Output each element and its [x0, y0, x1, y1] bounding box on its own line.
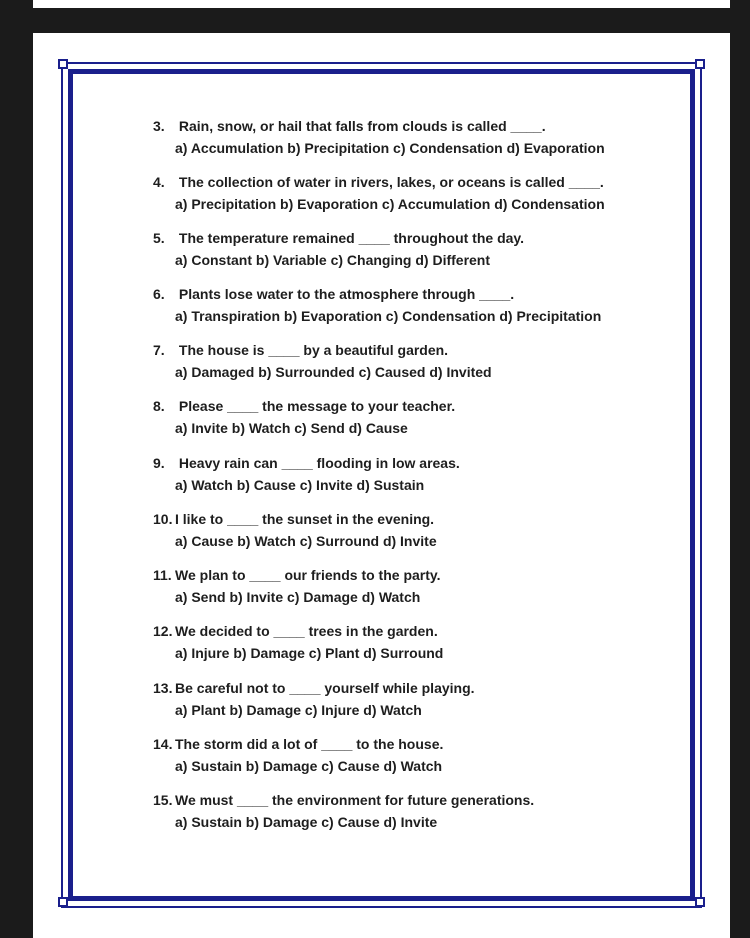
- question-item: [153, 566, 673, 606]
- answer-options: a) Accumulation b) Precipitation c) Condensation d) Evaporation: [175, 140, 605, 156]
- answer-options: a) Injure b) Damage c) Plant d) Surround: [175, 645, 444, 661]
- question-item: [153, 735, 673, 775]
- question-stem: Plants lose water to the atmosphere through ____.: [178, 286, 515, 302]
- answer-options: a) Plant b) Damage c) Injure d) Watch: [175, 702, 422, 718]
- question-stem: We decided to ____ trees in the garden.: [175, 623, 438, 639]
- question-number: 6.: [153, 286, 165, 302]
- question-number: 5.: [153, 230, 165, 246]
- question-list: [33, 33, 730, 938]
- answer-options: a) Watch b) Cause c) Invite d) Sustain: [175, 477, 425, 493]
- question-item: [153, 173, 673, 213]
- question-number: 12.: [153, 623, 173, 639]
- answer-options: a) Invite b) Watch c) Send d) Cause: [175, 420, 408, 436]
- answer-options: a) Precipitation b) Evaporation c) Accumulation d) Condensation: [175, 196, 605, 212]
- question-item: [153, 229, 673, 269]
- question-number: 8.: [153, 398, 165, 414]
- question-stem: Heavy rain can ____ flooding in low areas.: [178, 455, 460, 471]
- question-number: 9.: [153, 455, 165, 471]
- question-item: [153, 454, 673, 494]
- question-number: 11.: [153, 567, 172, 583]
- question-stem: Rain, snow, or hail that falls from clouds is called ____.: [178, 118, 546, 134]
- question-item: [153, 117, 673, 157]
- question-number: 4.: [153, 174, 165, 190]
- question-item: [153, 510, 673, 550]
- question-item: [153, 397, 673, 437]
- question-number: 7.: [153, 342, 165, 358]
- question-stem: The collection of water in rivers, lakes, or oceans is called ____.: [178, 174, 604, 190]
- answer-options: a) Cause b) Watch c) Surround d) Invite: [175, 533, 437, 549]
- question-number: 3.: [153, 118, 165, 134]
- question-stem: We must ____ the environment for future generations.: [175, 792, 535, 808]
- question-number: 13.: [153, 680, 173, 696]
- answer-options: a) Damaged b) Surrounded c) Caused d) Invited: [175, 364, 492, 380]
- question-stem: Please ____ the message to your teacher.: [178, 398, 456, 414]
- previous-page-edge: [33, 0, 730, 8]
- question-item: [153, 285, 673, 325]
- answer-options: a) Sustain b) Damage c) Cause d) Watch: [175, 758, 443, 774]
- answer-options: a) Constant b) Variable c) Changing d) Different: [175, 252, 491, 268]
- question-stem: The storm did a lot of ____ to the house.: [175, 736, 444, 752]
- question-stem: I like to ____ the sunset in the evening.: [175, 511, 435, 527]
- question-number: 15.: [153, 792, 173, 808]
- question-item: [153, 791, 673, 831]
- question-item: [153, 679, 673, 719]
- answer-options: a) Send b) Invite c) Damage d) Watch: [175, 589, 421, 605]
- question-stem: The temperature remained ____ throughout the day.: [178, 230, 525, 246]
- question-number: 10.: [153, 511, 173, 527]
- question-item: [153, 622, 673, 662]
- answer-options: a) Transpiration b) Evaporation c) Condensation d) Precipitation: [175, 308, 602, 324]
- worksheet-page: [33, 33, 730, 938]
- question-stem: Be careful not to ____ yourself while playing.: [175, 680, 475, 696]
- answer-options: a) Sustain b) Damage c) Cause d) Invite: [175, 814, 438, 830]
- question-stem: The house is ____ by a beautiful garden.: [178, 342, 449, 358]
- question-item: [153, 341, 673, 381]
- question-number: 14.: [153, 736, 173, 752]
- question-stem: We plan to ____ our friends to the party.: [175, 567, 441, 583]
